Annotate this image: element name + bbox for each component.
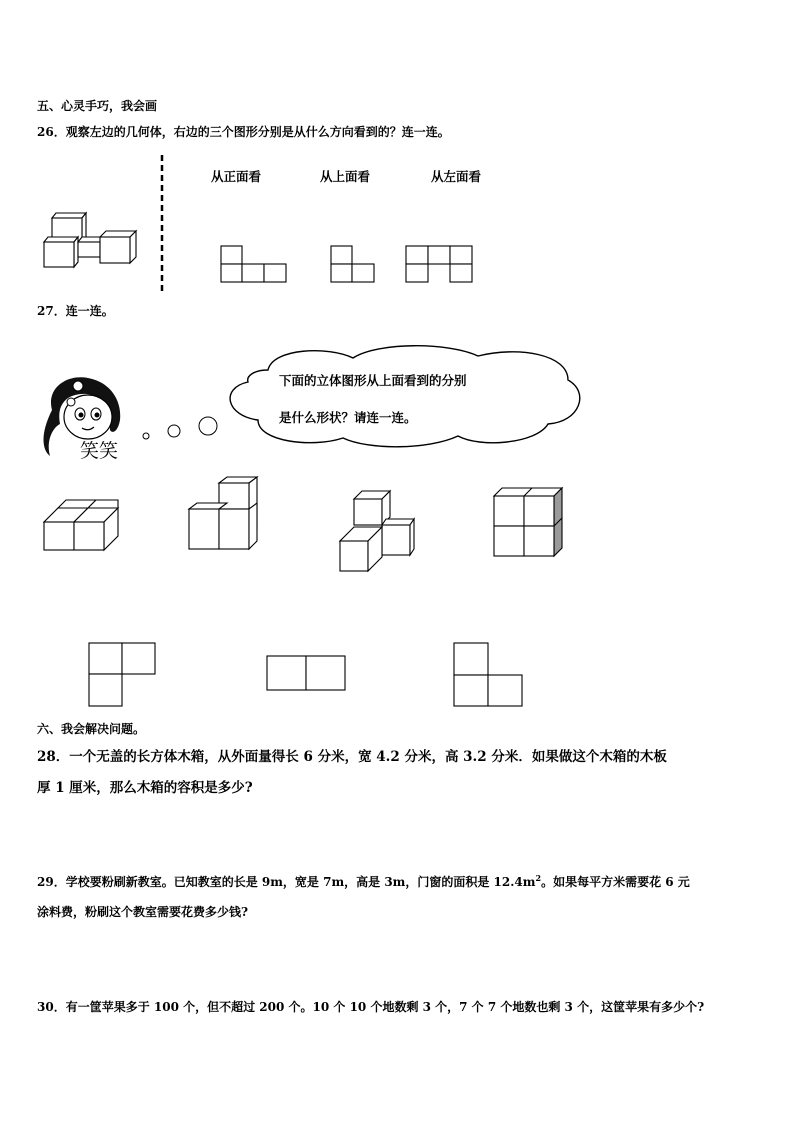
question-29-line-1: 29．学校要粉刷新教室。已知教室的长是 9m，宽是 7m，高是 3m，门窗的面积是 $12.4m^2$。如果每平方米需要花 6 元	[37, 873, 690, 889]
view-label-top: 从上面看	[320, 169, 371, 184]
view-label-left: 从左面看	[431, 169, 482, 184]
q26-view-shape-1	[220, 245, 290, 285]
q27-solid-4	[492, 488, 572, 558]
q26-solid-figure	[40, 210, 145, 270]
q26-view-shape-2	[330, 245, 380, 285]
question-28-line-2: 厚 1 厘米，那么木箱的容积是多少?	[37, 780, 253, 796]
view-label-front: 从正面看	[211, 169, 262, 184]
character-name-label: 笑笑	[80, 440, 119, 462]
q27-top-view-1	[88, 642, 160, 710]
section-five-heading: 五、心灵手巧，我会画	[37, 99, 158, 113]
bubble-text-line-2: 是什么形状？请连一连。	[279, 410, 417, 425]
q27-solid-3	[338, 487, 418, 577]
question-28-line-1: 28．一个无盖的长方体木箱，从外面量得长 6 分米，宽 4.2 分米，高 3.2 分米．如果做这个木箱的木板	[37, 749, 667, 765]
question-30-text: 30．有一筐苹果多于 100 个，但不超过 200 个。10 个 10 个地数剩 3 个，7 个 7 个地数也剩 3 个，这筐苹果有多少个?	[37, 1000, 705, 1014]
q27-solid-2	[187, 477, 267, 552]
q26-view-shape-3	[405, 245, 480, 285]
question-27-text: 27．连一连。	[37, 304, 114, 318]
q27-solid-1	[40, 495, 130, 555]
q27-top-view-2	[266, 655, 350, 695]
q27-top-view-3	[453, 642, 527, 710]
bubble-text-line-1: 下面的立体图形从上面看到的分别	[279, 373, 467, 388]
question-29-line-2: 涂料费，粉刷这个教室需要花费多少钱?	[37, 905, 249, 919]
section-six-heading: 六、我会解决问题。	[37, 722, 146, 736]
dashed-divider	[160, 155, 164, 295]
question-26-text: 26．观察左边的几何体，右边的三个图形分别是从什么方向看到的？连一连。	[37, 125, 450, 139]
thought-bubble	[218, 340, 588, 450]
thought-bubble-dots	[140, 414, 220, 444]
